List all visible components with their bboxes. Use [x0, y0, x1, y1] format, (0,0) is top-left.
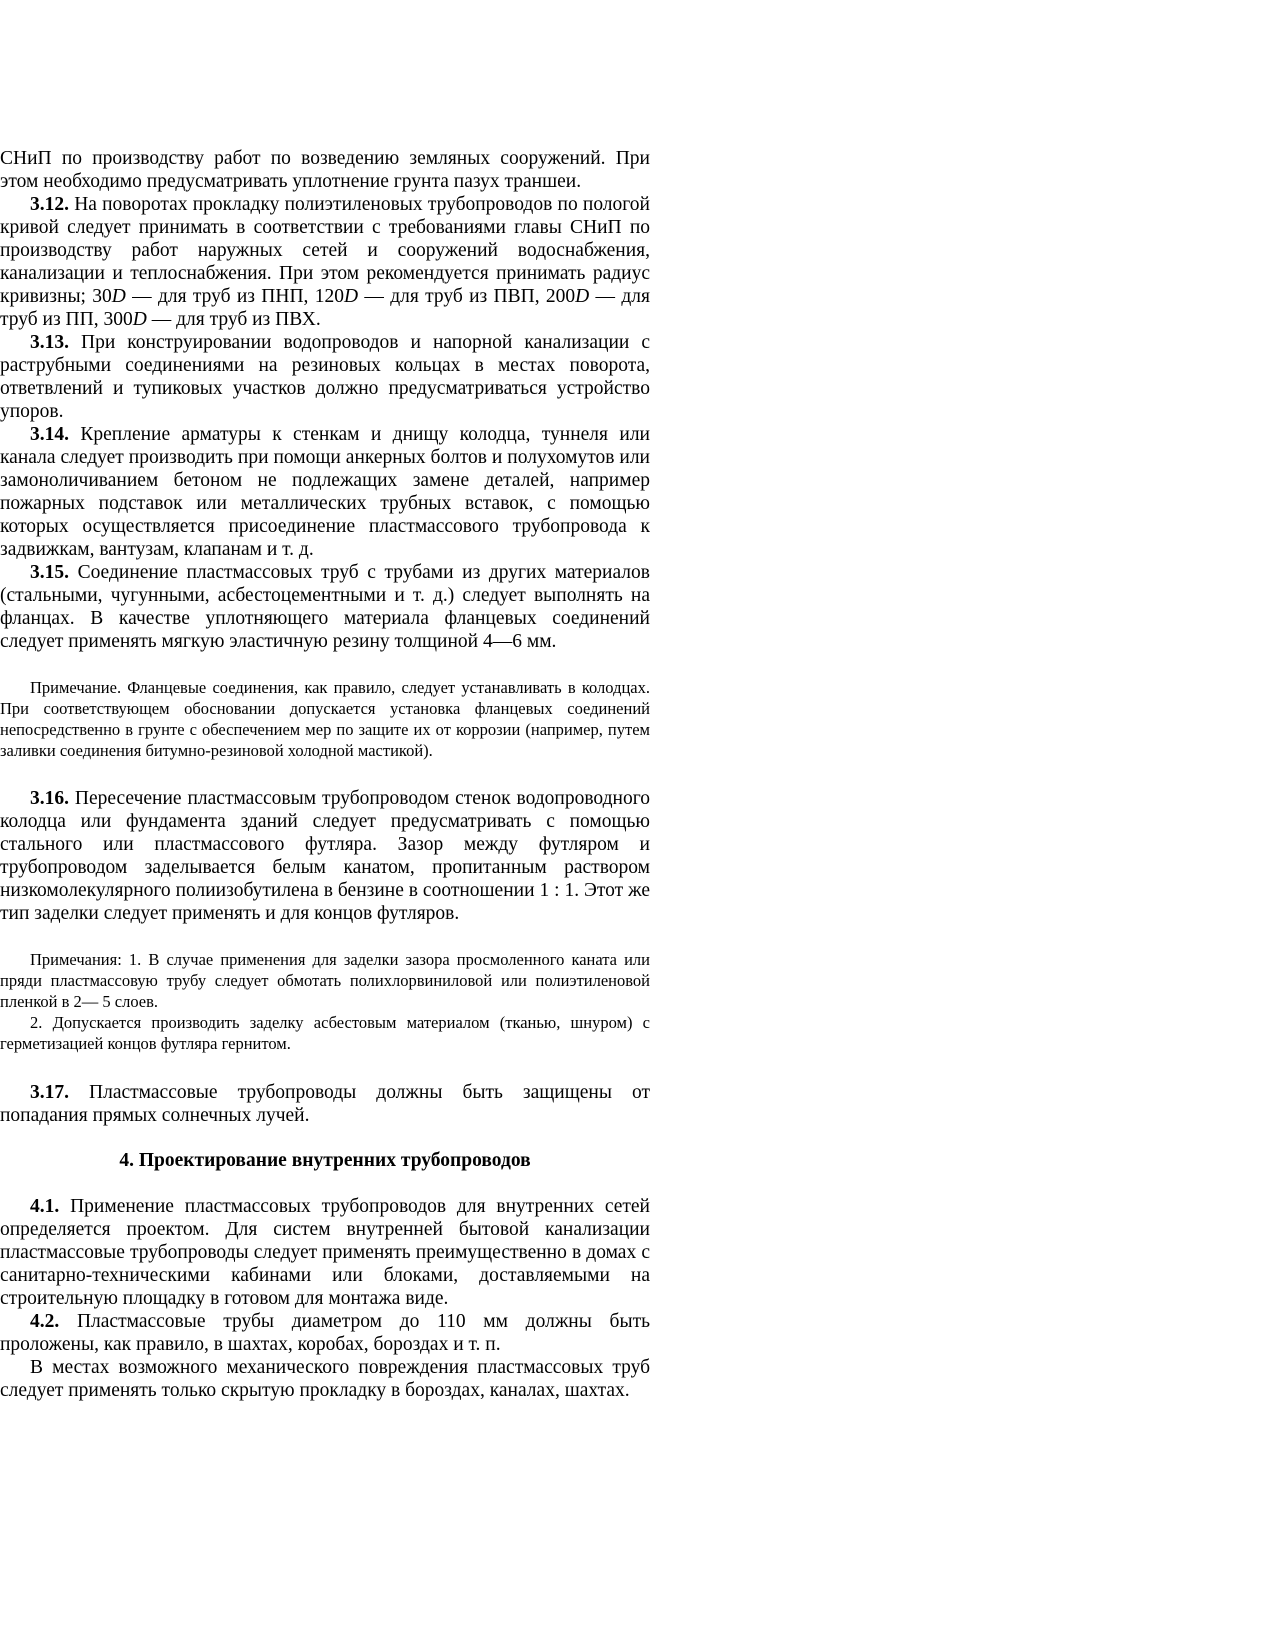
section-text: — для труб из ПВП, 200 [358, 286, 576, 307]
section-number: 3.12. [30, 194, 69, 215]
note-3-16-2: 2. Допускается производить заделку асбестовым материалом (тканью, шнуром) с герметизацией концов футляра гернитом. [0, 1013, 650, 1053]
section-3-13 [0, 331, 650, 423]
note-3-15: Примечание. Фланцевые соединения, как правило, следует устанавливать в колодцах. При соответствующем обосновании допускается установка фланцевых соединений непосредственно в грунте с обеспечением мер по защите их от коррозии (например, путем заливки соединения битумно-резиновой холодной мастикой). [0, 678, 650, 760]
section-4-1 [0, 1195, 650, 1310]
section-text: Пластмассовые трубы диаметром до 110 мм должны быть проложены, как правило, в шахтах, коробах, бороздах и т. п. [0, 1311, 650, 1355]
section-text: Пластмассовые трубопроводы должны быть защищены от попадания прямых солнечных лучей. [0, 1082, 650, 1126]
diameter-symbol: D [132, 309, 147, 330]
section-number: 3.15. [30, 562, 69, 583]
diameter-symbol: D [575, 286, 590, 307]
section-text: — для труб из ПП, 300 [0, 286, 650, 330]
section-text: — для труб из ПНП, 120 [125, 286, 344, 307]
diameter-symbol: D [111, 286, 126, 307]
section-text: При конструировании водопроводов и напорной канализации с раструбными соединениями на резиновых кольцах в местах поворота, ответвлений и тупиковых участков должно предусматриваться устройство упоров. [0, 332, 650, 422]
section-3-16 [0, 787, 650, 925]
section-3-14 [0, 423, 650, 561]
section-4-2 [0, 1310, 650, 1356]
section-3-17 [0, 1081, 650, 1127]
note-3-16-1: Примечания: 1. В случае применения для заделки зазора просмоленного каната или пряди пластмассовую трубу следует обмотать полихлорвиниловой или полиэтиленовой пленкой в 2— 5 слоев. [0, 950, 650, 1011]
section-number: 3.17. [30, 1082, 69, 1103]
section-number: 4.2. [30, 1311, 60, 1332]
section-text: Пересечение пластмассовым трубопроводом стенок водопроводного колодца или фундамента зданий следует предусматривать с помощью стального или пластмассового футляра. Зазор между футляром и трубопроводом заделывается белым канатом, пропитанным раствором низкомолекулярного полиизобутилена в бензине в соотношении 1 : 1. Этот же тип заделки следует применять и для концов футляров. [0, 788, 650, 924]
diameter-symbol: D [344, 286, 359, 307]
section-text: Применение пластмассовых трубопроводов для внутренних сетей определяется проектом. Для систем внутренней бытовой канализации пластмассовые трубопроводы следует применять преимущественно в домах с санитарно-техническими кабинами или блоками, доставляемыми на строительную площадку в готовом для монтажа виде. [0, 1196, 650, 1309]
section-number: 3.16. [30, 788, 69, 809]
section-number: 4.1. [30, 1196, 60, 1217]
section-3-12 [0, 193, 650, 331]
section-3-15 [0, 561, 650, 653]
paragraph-last: В местах возможного механического повреждения пластмассовых труб следует применять только скрытую прокладку в бороздах, каналах, шахтах. [0, 1357, 650, 1401]
section-number: 3.13. [30, 332, 69, 353]
section-heading-4: 4. Проектирование внутренних трубопроводов [119, 1150, 531, 1171]
section-text: На поворотах прокладку полиэтиленовых трубопроводов по пологой кривой следует принимать в соответствии с требованиями главы СНиП по производству работ наружных сетей и сооружений водоснабжения, канализации и теплоснабжения. При этом рекомендуется принимать радиус кривизны; 30 [0, 194, 650, 307]
document-page [0, 147, 650, 1402]
section-number: 3.14. [30, 424, 69, 445]
section-text: — для труб из ПВХ. [146, 309, 321, 330]
section-text: Крепление арматуры к стенкам и днищу колодца, туннеля или канала следует производить при помощи анкерных болтов и полухомутов или замоноличиванием бетоном не подлежащих замене деталей, например пожарных подставок или металлических трубных вставок, с помощью которых осуществляется присоединение пластмассового трубопровода к задвижкам, вантузам, клапанам и т. д. [0, 424, 650, 560]
section-text: Соединение пластмассовых труб с трубами из других материалов (стальными, чугунными, асбестоцементными и т. д.) следует выполнять на фланцах. В качестве уплотняющего материала фланцевых соединений следует применять мягкую эластичную резину толщиной 4—6 мм. [0, 562, 650, 652]
paragraph-intro: СНиП по производству работ по возведению земляных сооружений. При этом необходимо предусматривать уплотнение грунта пазух траншеи. [0, 148, 650, 192]
